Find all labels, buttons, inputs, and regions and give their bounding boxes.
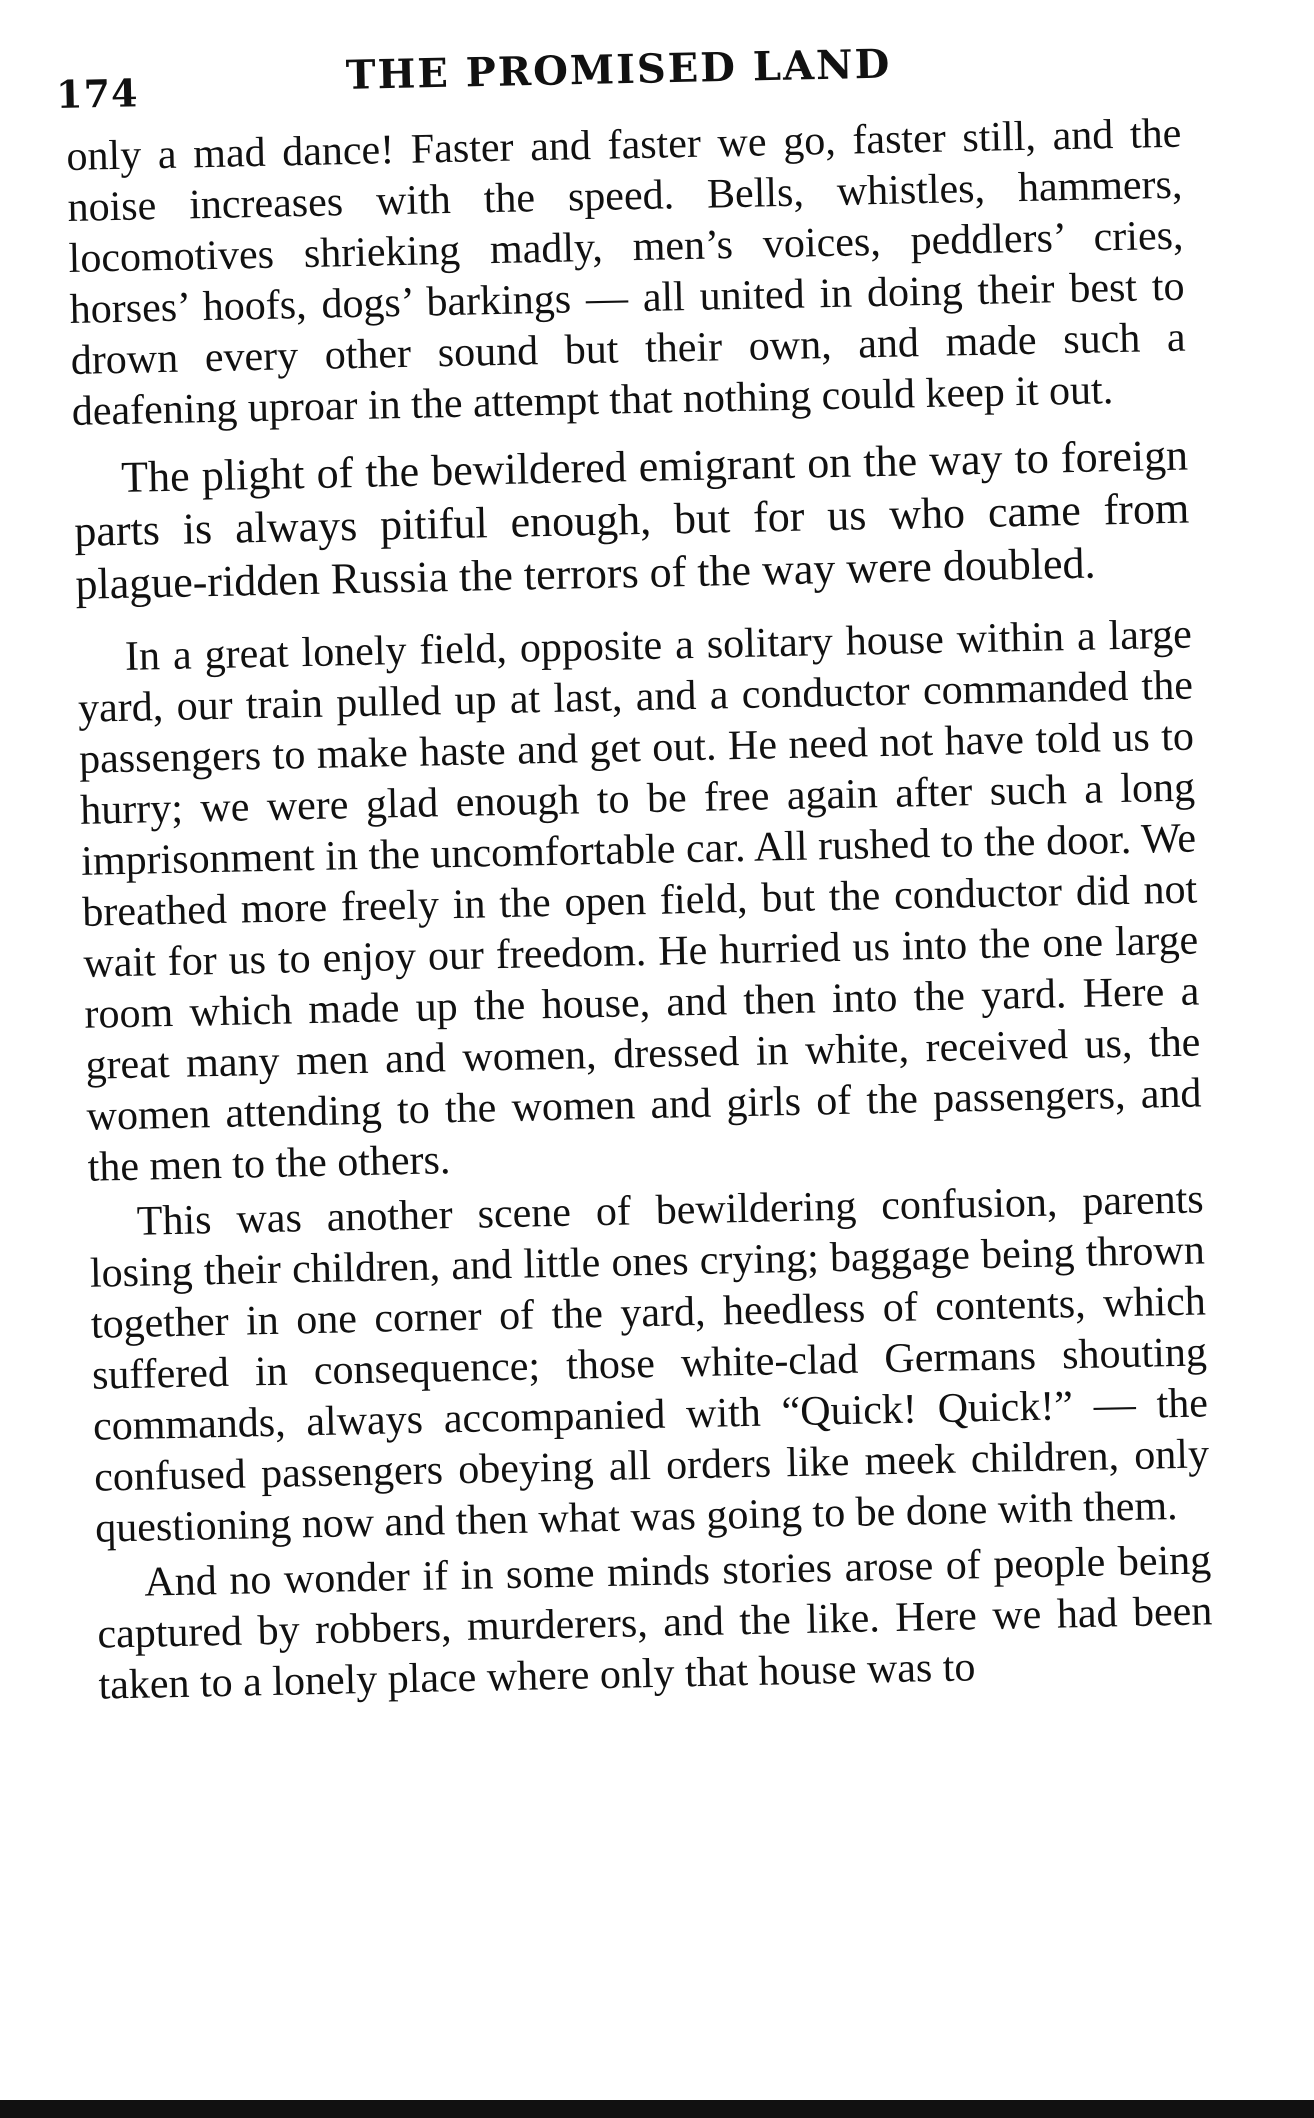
running-title: THE PROMISED LAND — [345, 40, 892, 99]
paragraph-2: The plight of the bewildered emigrant on the way to foreign parts is always pitiful enough, but for us who came from plague-ridden Russia the terrors of the way were doubled. — [73, 430, 1190, 609]
page-number: 174 — [55, 70, 139, 117]
paragraph-4: This was another scene of bewildering confusion, parents losing their children, and little ones crying; baggage being thrown together in one corner of the yard, heedless of contents, which suffered in consequence; those white-clad Germans shouting commands, always accompanied with “Quick! Quick!” — the confused passengers obeying all orders like meek children, only questioning now and then what was going to be done with them. — [89, 1176, 1210, 1552]
paragraph-3: In a great lonely field, opposite a solitary house within a large yard, our train pulled up at last, and a conductor commanded the passengers to make haste and get out. He need not have told us to hurry; we were glad enough to be free again after such a long imprisonment in the uncomfortable car. All rushed to the door. We breathed more freely in the open field, but the conductor did not wait for us to enjoy our freedom. He hurried us into the one large room which made up the house, and then into the yard. Here a great many men and women, dressed in white, received us, the women attending to the women and girls of the passengers, and the men to the others. — [77, 611, 1202, 1191]
page-body — [66, 109, 1214, 1712]
paragraph-1: only a mad dance! Faster and faster we go, faster still, and the noise increases with the speed. Bells, whistles, hammers, locomotives shrieking madly, men’s voices, peddlers’ cries, horses’ hoofs, dogs’ barkings — all united in doing their best to drown every other sound but their own, and made such a deafening uproar in the attempt that nothing could keep it out. — [66, 110, 1187, 435]
page-header — [55, 16, 1206, 117]
paragraph-5: And no wonder if in some minds stories arose of people being captured by robbers, murderers, and the like. Here we had been taken to a lonely place where only that house was to — [96, 1537, 1213, 1709]
bottom-scan-border — [0, 2100, 1314, 2118]
